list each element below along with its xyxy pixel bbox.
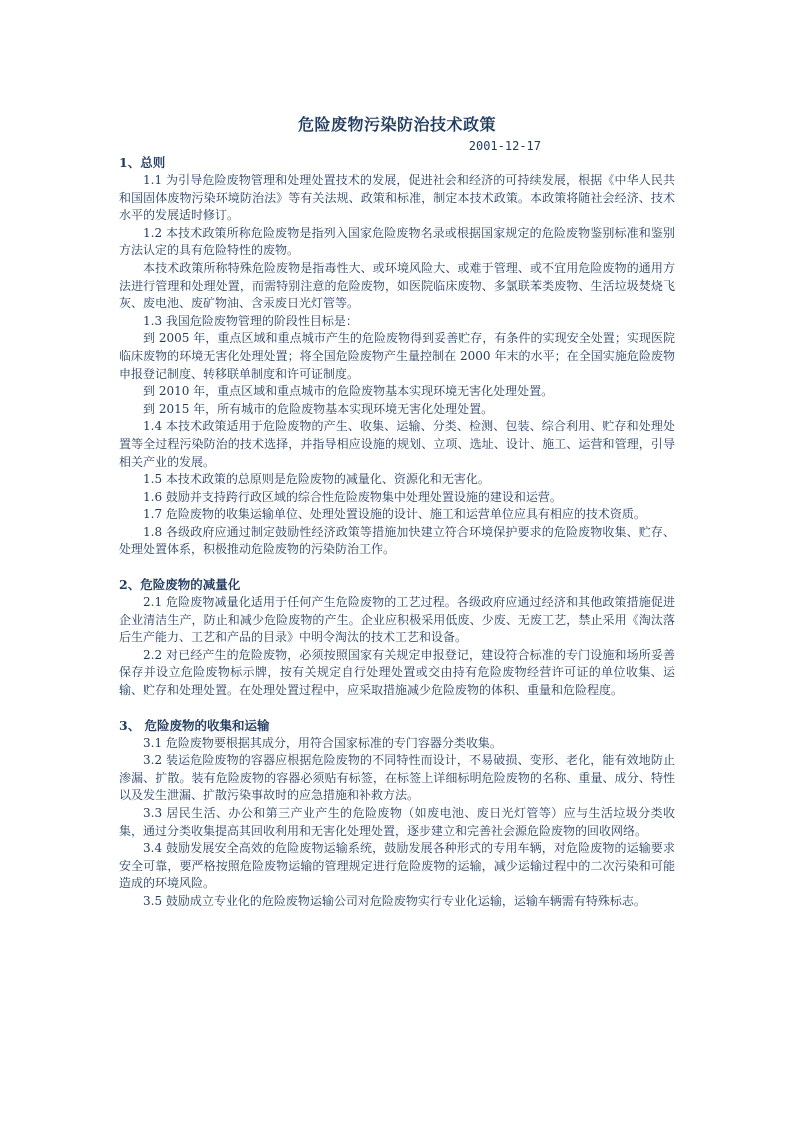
section-heading-1: 1、总则 [119, 155, 166, 170]
paragraph-3-5: 3.5 鼓励成立专业化的危险废物运输公司对危险废物实行专业化运输，运输车辆需有特殊标志。 [143, 893, 646, 908]
paragraph-3-1: 3.1 危险废物要根据其成分，用符合国家标准的专门容器分类收集。 [143, 735, 502, 750]
paragraph-1-10: 1.6 鼓励并支持跨行政区域的综合性危险废物集中处理处置设施的建设和运营。 [143, 489, 562, 504]
paragraph-1-5: 到 2005 年，重点区域和重点城市产生的危险废物得到妥善贮存，有条件的实现安全处置；实现医院临床废物的环境无害化处理处置；将全国危险废物产生量控制在 2000 年末的水平；在全国实施危险废物申报登记制度、转移联单制度和许可证制度。 [119, 331, 675, 381]
section-spacer [119, 700, 675, 717]
section-heading-2: 2、危险废物的减量化 [119, 577, 241, 593]
document-date: 2001-12-17 [468, 139, 541, 153]
paragraph-1-11: 1.7 危险废物的收集运输单位、处理处置设施的设计、施工和运营单位应具有相应的技术资质。 [143, 507, 646, 522]
document-title: 危险废物污染防治技术政策 [297, 115, 496, 134]
paragraph-2-2: 2.2 对已经产生的危险废物，必须按照国家有关规定申报登记，建设符合标准的专门设施和场所妥善保存并设立危险废物标示牌，按有关规定自行处理处置或交由持有危险废物经营许可证的单位收集、运输、贮存和处理处置。在处理处置过程中，应采取措施减少危险废物的体积、重量和危险程度。 [119, 647, 675, 698]
paragraph-1-8: 1.4 本技术政策适用于危险废物的产生、收集、运输、分类、检测、包装、综合利用、贮存和处理处置等全过程污染防治的技术选择，并指导相应设施的规划、立项、选址、设计、施工、运营和管理，引导相关产业的发展。 [119, 419, 675, 469]
paragraph-1-4: 1.3 我国危险废物管理的阶段性目标是： [143, 313, 358, 328]
paragraph-3-4: 3.4 鼓励发展安全高效的危险废物运输系统，鼓励发展各种形式的专用车辆，对危险废物的运输要求安全可靠，要严格按照危险废物运输的管理规定进行危险废物的运输，减少运输过程中的二次污染和可能造成的环境风险。 [119, 841, 675, 891]
paragraph-1-6: 到 2010 年，重点区域和重点城市的危险废物基本实现环境无害化处理处置。 [143, 384, 554, 399]
paragraph-1-9: 1.5 本技术政策的总原则是危险废物的减量化、资源化和无害化。 [143, 472, 490, 487]
paragraph-2-1: 2.1 危险废物减量化适用于任何产生危险废物的工艺过程。各级政府应通过经济和其他政策措施促进企业清洁生产，防止和减少危险废物的产生。企业应积极采用低废、少废、无废工艺，禁止采用《淘汰落后生产能力、工艺和产品的目录》中明令淘汰的技术工艺和设备。 [119, 595, 675, 645]
paragraph-3-3: 3.3 居民生活、办公和第三产业产生的危险废物（如废电池、废日光灯管等）应与生活垃圾分类收集，通过分类收集提高其回收利用和无害化处理处置，逐步建立和完善社会源危险废物的回收网络。 [119, 806, 675, 838]
paragraph-1-2: 1.2 本技术政策所称危险废物是指列入国家危险废物名录或根据国家规定的危险废物鉴别标准和鉴别方法认定的具有危险特性的废物。 [119, 225, 675, 258]
paragraph-1-7: 到 2015 年，所有城市的危险废物基本实现环境无害化处理处置。 [143, 401, 494, 416]
section-heading-3: 3、 危险废物的收集和运输 [119, 717, 270, 733]
paragraph-1-1: 1.1 为引导危险废物管理和处理处置技术的发展，促进社会和经济的可持续发展，根据《中华人民共和国固体废物污染环境防治法》等有关法规、政策和标准，制定本技术政策。本政策将随社会经济、技术水平的发展适时修订。 [119, 173, 675, 223]
paragraph-1-3: 本技术政策所称特殊危险废物是指毒性大、或环境风险大、或难于管理、或不宜用危险废物的通用方法进行管理和处理处置，而需特别注意的危险废物，如医院临床废物、多氯联苯类废物、生活垃圾焚烧飞灰、废电池、废矿物油、含汞废日光灯管等。 [119, 260, 675, 311]
paragraph-3-2: 3.2 装运危险废物的容器应根据危险废物的不同特性而设计，不易破损、变形、老化，能有效地防止渗漏、扩散。装有危险废物的容器必须贴有标签，在标签上详细标明危险废物的名称、重量、成分、特性以及发生泄漏、扩散污染事故时的应急措施和补救方法。 [119, 753, 675, 803]
paragraph-1-12: 1.8 各级政府应通过制定鼓励性经济政策等措施加快建立符合环境保护要求的危险废物收集、贮存、处理处置体系，积极推动危险废物的污染防治工作。 [119, 524, 675, 557]
section-spacer [119, 559, 675, 576]
